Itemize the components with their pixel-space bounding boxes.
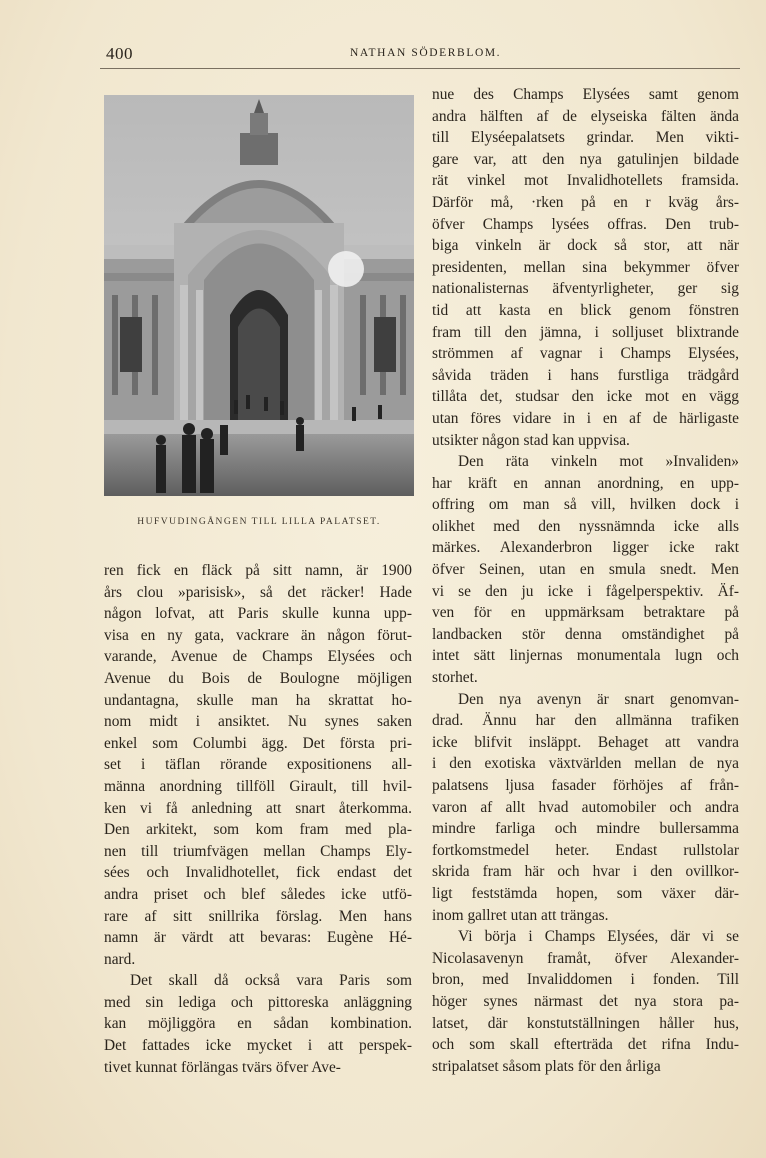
- running-head: NATHAN SÖDERBLOM.: [350, 47, 502, 59]
- text-line: ven för en uppmärksam betraktare på: [432, 604, 739, 622]
- text-line: nom midt i ansiktet. Nu synes saken: [104, 713, 412, 731]
- text-line: sées och Invalidhotellet, fick endast det: [104, 864, 412, 882]
- text-line: intet sätt linjernas monumentala lugn och: [432, 647, 739, 665]
- text-line: storhet.: [432, 669, 478, 687]
- text-line: rät vinkel mot Invalidhotellets framsida.: [432, 172, 739, 190]
- text-line: ken vi få anledning att snart återkomma.: [104, 799, 412, 817]
- text-line: skrida fram här och hvar i den ovillkor-: [432, 863, 739, 881]
- text-line: presidenten, mellan sina bekymmer öfver: [432, 258, 739, 276]
- text-line: inom gallret utan att trängas.: [432, 906, 609, 924]
- text-line: någon lofvat, att Paris skulle kunna upp-: [104, 605, 412, 623]
- text-line: bron, med Invaliddomen i fonden. Till: [432, 971, 739, 989]
- text-line: och som skall efterträda det rifna Indu-: [432, 1036, 739, 1054]
- text-line: Den räta vinkeln mot »Invaliden»: [458, 453, 739, 471]
- text-line: latset, där konstutställningen håller hus,: [432, 1014, 739, 1032]
- text-line: mindre farliga och mindre bullersamma: [432, 820, 739, 838]
- text-line: gare var, att den nya gatulinjen bildade: [432, 150, 739, 168]
- text-line: männa anordning tillföll Girault, till hvil-: [104, 777, 412, 795]
- text-line: Den arkitekt, som kom fram med pla-: [104, 821, 412, 839]
- text-line: har kräft en annan anordning, en upp-: [432, 474, 739, 492]
- text-line: namn är värdt att bevaras: Eugène Hé-: [104, 929, 412, 947]
- text-line: drad. Ännu har den allmänna trafiken: [432, 712, 739, 730]
- text-line: Därför må, ·rken på en r kväg års-: [432, 193, 739, 211]
- text-line: höger synes närmast det nya stora pa-: [432, 992, 739, 1010]
- text-line: med sin lediga och pittoreska anläggning: [104, 993, 412, 1011]
- text-line: enkel som Columbi ägg. Det första pri-: [104, 734, 412, 752]
- text-line: ren fick en fläck på sitt namn, är 1900: [104, 562, 412, 579]
- text-line: Vi börja i Champs Elysées, där vi se: [458, 928, 739, 946]
- text-line: undantagna, skulle man ha skrattat ho-: [104, 691, 412, 709]
- text-line: kan möjliggöra en sådan kombination.: [104, 1015, 412, 1033]
- text-line: till Elyséepalatsets grindar. Men vikti-: [432, 129, 739, 147]
- text-line: Avenue du Bois de Boulogne möjligen: [104, 669, 412, 687]
- photo-petit-palais-entrance: [104, 95, 414, 496]
- text-line: i den exotiska växtvärlden mellan de nya: [432, 755, 739, 773]
- text-line: öfver Seinen, utan en smula snedt. Men: [432, 561, 739, 579]
- text-line: rare af sitt snillrika förslag. Men hans: [104, 907, 412, 925]
- text-line: andra priset och blef således icke utfö-: [104, 885, 412, 903]
- text-line: märkes. Alexanderbron ligger icke rakt: [432, 539, 739, 557]
- text-line: landbacken stör denna omständighet på: [432, 625, 739, 643]
- text-line: offring om man så vill, hvilken dock i: [432, 496, 739, 514]
- text-line: olikhet med den nyssnämnda icke alls: [432, 517, 739, 535]
- photo-illustration: [104, 95, 414, 496]
- text-line: utsikter någon stad kan uppvisa.: [432, 431, 630, 449]
- page-number: 400: [106, 44, 133, 63]
- text-line: nen till triumfvägen mellan Champs Ely-: [104, 842, 412, 860]
- text-line: nard.: [104, 950, 136, 968]
- text-line: andra hälften af de elyseiska fälten ända: [432, 107, 739, 125]
- text-line: fram till den jämna, i solljuset blixtrande: [432, 323, 739, 341]
- page-header: [106, 44, 740, 68]
- text-line: Det fattades icke mycket i att perspek-: [104, 1037, 412, 1055]
- text-line: utan föres vidare in i en af de härligaste: [432, 409, 739, 427]
- text-line: Den nya avenyn är snart genomvan-: [458, 690, 739, 708]
- text-line: set i täflan rörande expositionens all-: [104, 756, 412, 774]
- text-line: varande, Avenue de Champs Elysées och: [104, 648, 412, 666]
- text-line: palatsens ljusa fasader förhöjes af från-: [432, 777, 739, 794]
- text-line: såvida träden i hans furstliga trädgård: [432, 366, 739, 384]
- text-line: tivet kunnat förlängas tvärs öfver Ave-: [104, 1058, 341, 1076]
- text-line: stripalatset såsom plats för den årliga: [432, 1057, 661, 1075]
- right-text-column: [432, 84, 739, 1077]
- text-line: nationalisternas äfventyrligheter, ger sig: [432, 280, 739, 298]
- text-line: öfver Champs lysées offras. Den trub-: [432, 215, 739, 233]
- text-line: års clou »parisisk», så det räcker! Hade: [104, 583, 412, 601]
- text-line: vi se den ju icke i fågelperspektiv. Äf-: [432, 582, 739, 600]
- header-rule: [100, 68, 740, 69]
- text-line: strömmen af vagnar i Champs Elysées,: [432, 345, 739, 363]
- text-line: Nicolasavenyn framåt, öfver Alexander-: [432, 949, 739, 967]
- text-line: Det skall då också vara Paris som: [130, 972, 412, 990]
- text-line: biga vinkeln är dock så stor, att när: [432, 237, 739, 255]
- text-line: tillåta det, studsar den icke mot en vägg: [432, 388, 739, 406]
- text-line: tid att kasta en blick genom fönstren: [432, 301, 739, 319]
- text-line: ligt feststämda hopen, som växer där-: [432, 884, 739, 902]
- text-line: visa en ny gata, vackrare än någon förut-: [104, 626, 412, 644]
- text-line: varon af allt hvad automobiler och andra: [432, 798, 739, 816]
- text-line: fortkomstmedel heter. Endast rullstolar: [432, 841, 739, 859]
- text-line: nue des Champs Elysées samt genom: [432, 86, 739, 103]
- figure-caption: HUFVUDINGÅNGEN TILL LILLA PALATSET.: [137, 517, 381, 527]
- text-line: icke blifvit insläppt. Behaget att vandra: [432, 733, 739, 751]
- left-text-column: [104, 560, 412, 1078]
